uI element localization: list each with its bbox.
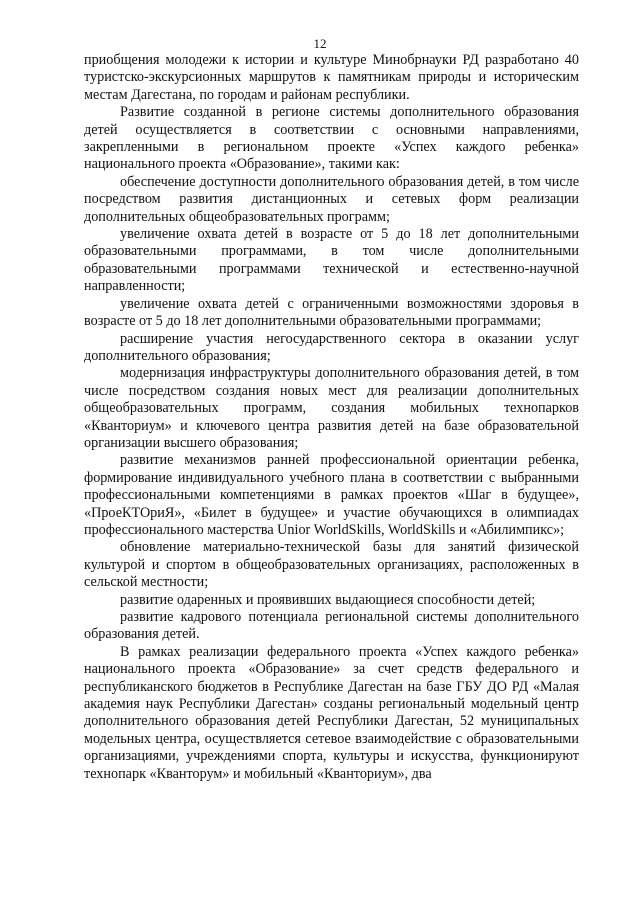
paragraph-continuation: приобщения молодежи к истории и культуре Минобрнауки РД разработано 40 туристско-экскурсионных маршрутов к памятникам природы и историческим местам Дагестана, по городам и районам республики.: [84, 52, 579, 103]
document-body: [84, 52, 579, 783]
paragraph-item-nongovernment: расширение участия негосударственного сектора в оказании услуг дополнительного образования;: [84, 330, 579, 364]
page-number: 12: [313, 36, 327, 51]
paragraph-item-disabilities: увеличение охвата детей с ограниченными возможностями здоровья в возрасте от 5 до 18 лет дополнительными образовательными программами;: [84, 295, 579, 330]
paragraph-item-accessibility: обеспечение доступности дополнительного образования детей, в том числе посредством развития дистанционных и сетевых форм реализации дополнительных общеобразовательных программ;: [84, 173, 579, 225]
paragraph-item-infrastructure: модернизация инфраструктуры дополнительного образования детей, в том числе посредством создания новых мест для реализации дополнительных общеобразовательных программ, создания мобильных технопарков «Кванториум» и ключевого центра развития детей на базе образовательной организации высшего образования;: [84, 365, 579, 451]
paragraph-item-coverage: увеличение охвата детей в возрасте от 5 до 18 лет дополнительными образовательными программами, в том числе дополнительными образовательными программами технической и естественно-научной направленности;: [84, 226, 579, 295]
paragraph-item-gifted: развитие одаренных и проявивших выдающиеся способности детей;: [120, 591, 536, 608]
paragraph-item-staff: развитие кадрового потенциала региональной системы дополнительного образования детей.: [84, 609, 579, 643]
paragraph-item-career-guidance: развитие механизмов ранней профессиональной ориентации ребенка, формирование индивидуального учебного плана в соответствии с выбранными профессиональными компетенциями в рамках проектов «Шаг в будущее», «ПроеКТОриЯ», «Билет в будущее» и участие обучающихся в олимпиадах профессионального мастерства Unior WorldSkills, WorldSkills и «Абилимпикс»;: [84, 452, 579, 538]
paragraph-item-sports-base: обновление материально-технической базы для занятий физической культурой и спортом в общеобразовательных организациях, расположенных в сельской местности;: [84, 539, 579, 591]
paragraph-intro: Развитие созданной в регионе системы дополнительного образования детей осуществляется в соответствии с основными направлениями, закрепленными в региональном проекте «Успех каждого ребенка» национального проекта «Образование», такими как:: [84, 104, 579, 173]
paragraph-federal-project: В рамках реализации федерального проекта «Успех каждого ребенка» национального проекта «Образование» за счет средств федерального и республиканского бюджетов в Республике Дагестан на базе ГБУ ДО РД «Малая академия наук Республики Дагестан» созданы региональный модельный центр дополнительного образования детей Республики Дагестан, 52 муниципальных модельных центра, осуществляется сетевое взаимодействие с образовательными организациями, учреждениями спорта, культуры и искусства, функционируют технопарк «Кванторум» и мобильный «Кванториум», два: [84, 643, 579, 782]
